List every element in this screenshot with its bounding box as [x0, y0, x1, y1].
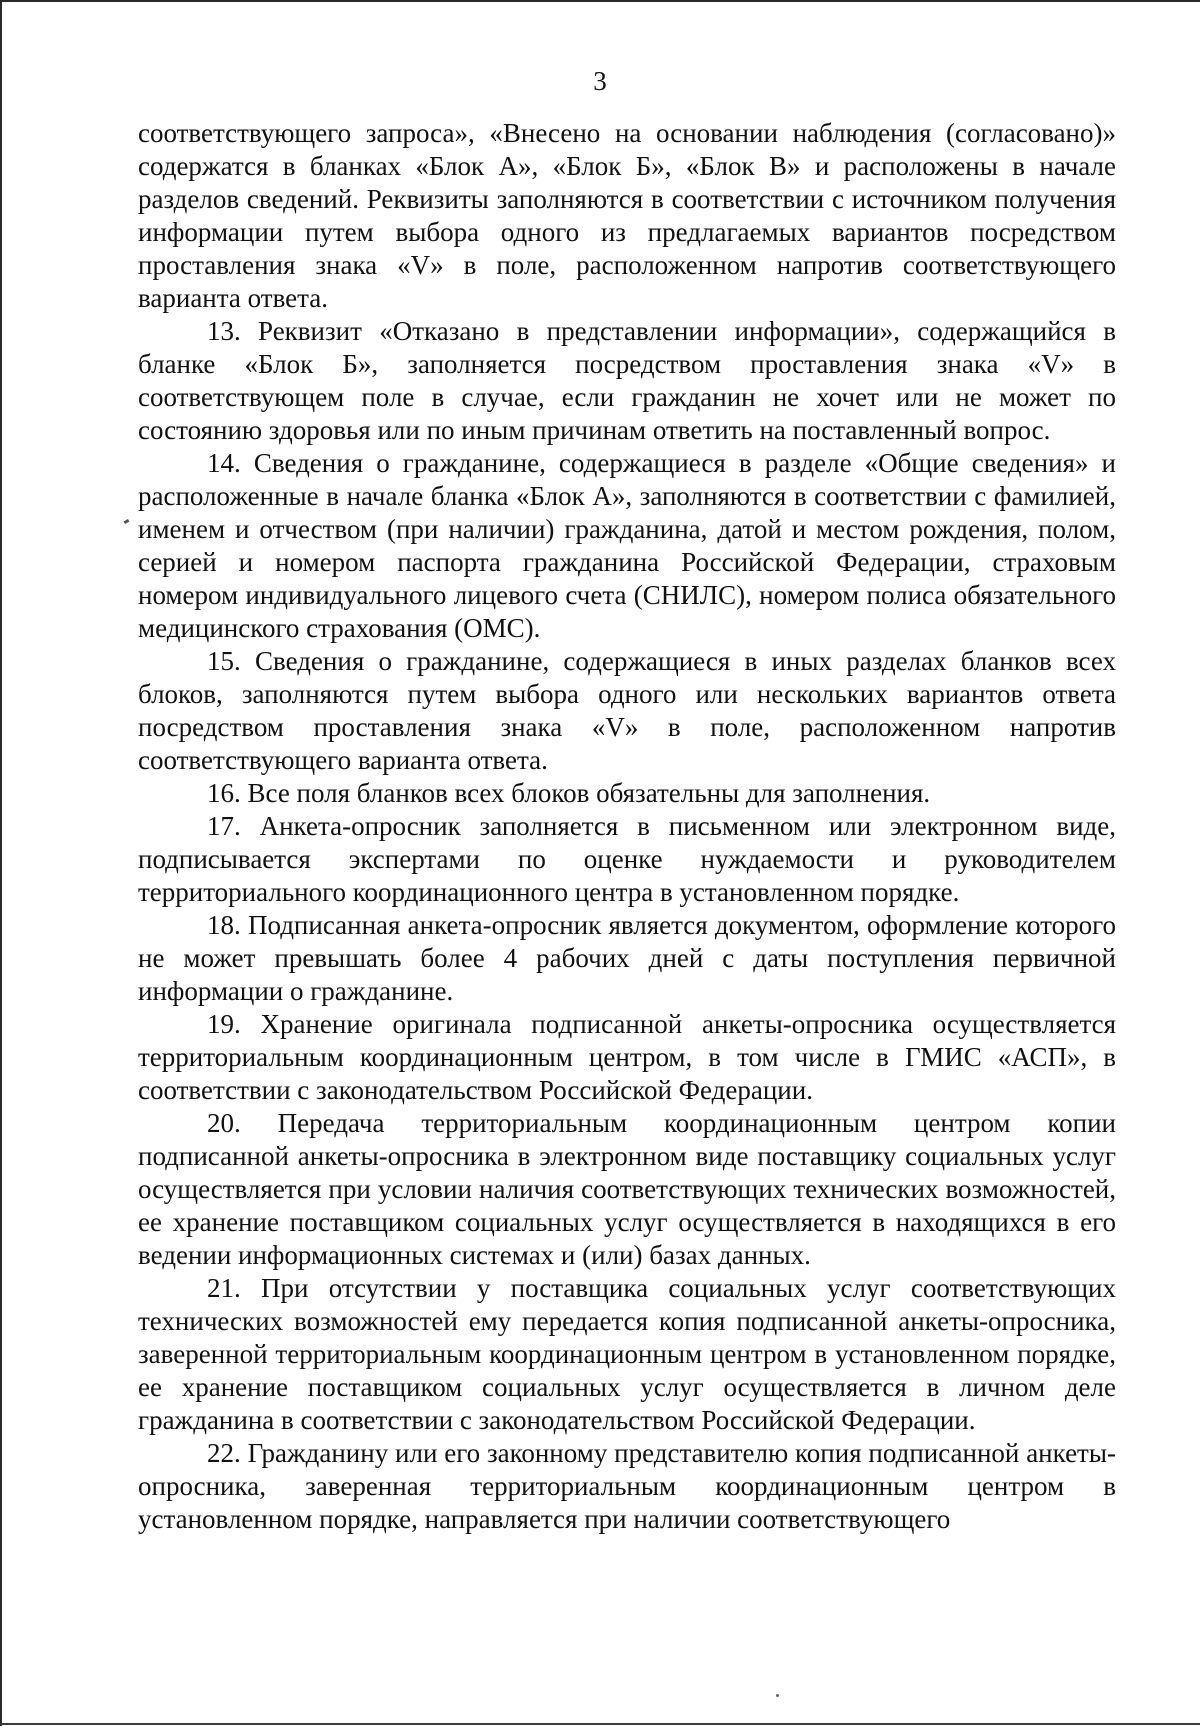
scan-artifact-mark	[124, 519, 130, 524]
scan-edge-top	[0, 0, 1200, 2]
paragraph-21: 21. При отсутствии у поставщика социальных услуг соответствующих технических возможностей ему передается копия подписанной анкеты-опросника, заверенной территориальным координационным центром в установленном порядке, ее хранение поставщиком социальных услуг осуществляется в личном деле гражданина в соответствии с законодательством Российской Федерации.	[138, 1273, 1116, 1435]
paragraph-18: 18. Подписанная анкета-опросник является документом, оформление которого не может превышать более 4 рабочих дней с даты поступления первичной информации о гражданине.	[138, 910, 1116, 1006]
paragraph-20: 20. Передача территориальным координационным центром копии подписанной анкеты-опросника в электронном виде поставщику социальных услуг осуществляется при условии наличия соответствующих технических возможностей, ее хранение поставщиком социальных услуг осуществляется в находящихся в его ведении информационных системах и (или) базах данных.	[138, 1108, 1116, 1270]
paragraph-continuation: соответствующего запроса», «Внесено на основании наблюдения (согласовано)» содержатся в бланках «Блок А», «Блок Б», «Блок В» и расположены в начале разделов сведений. Реквизиты заполняются в соответствии с источником получения информации путем выбора одного из предлагаемых вариантов посредством проставления знака «V» в поле, расположенном напротив соответствующего варианта ответа.	[138, 118, 1116, 313]
paragraph-17: 17. Анкета-опросник заполняется в письменном или электронном виде, подписывается экспертами по оценке нуждаемости и руководителем территориального координационного центра в установленном порядке.	[138, 811, 1116, 907]
scan-edge-bottom	[0, 1723, 1200, 1725]
paragraph-19: 19. Хранение оригинала подписанной анкеты-опросника осуществляется территориальным координационным центром, в том числе в ГМИС «АСП», в соответствии с законодательством Российской Федерации.	[138, 1009, 1116, 1105]
page-number: 3	[593, 66, 607, 96]
paragraph-22: 22. Гражданину или его законному представителю копия подписанной анкеты-опросника, заверенная территориальным координационным центром в установленном порядке, направляется при наличии соответствующего	[138, 1438, 1116, 1534]
scan-edge-left	[0, 0, 2, 1726]
paragraph-16: 16. Все поля бланков всех блоков обязательны для заполнения.	[207, 778, 931, 808]
document-body	[138, 117, 1116, 1536]
paragraph-14: 14. Сведения о гражданине, содержащиеся в разделе «Общие сведения» и расположенные в начале бланка «Блок А», заполняются в соответствии с фамилией, именем и отчеством (при наличии) гражданина, датой и местом рождения, полом, серией и номером паспорта гражданина Российской Федерации, страховым номером индивидуального лицевого счета (СНИЛС), номером полиса обязательного медицинского страхования (ОМС).	[138, 448, 1116, 643]
paragraph-13: 13. Реквизит «Отказано в представлении информации», содержащийся в бланке «Блок Б», заполняется посредством проставления знака «V» в соответствующем поле в случае, если гражданин не хочет или не может по состоянию здоровья или по иным причинам ответить на поставленный вопрос.	[138, 316, 1116, 445]
paragraph-15: 15. Сведения о гражданине, содержащиеся в иных разделах бланков всех блоков, заполняются путем выбора одного или нескольких вариантов ответа посредством проставления знака «V» в поле, расположенном напротив соответствующего варианта ответа.	[138, 646, 1116, 775]
scan-artifact-dot	[776, 1694, 779, 1697]
